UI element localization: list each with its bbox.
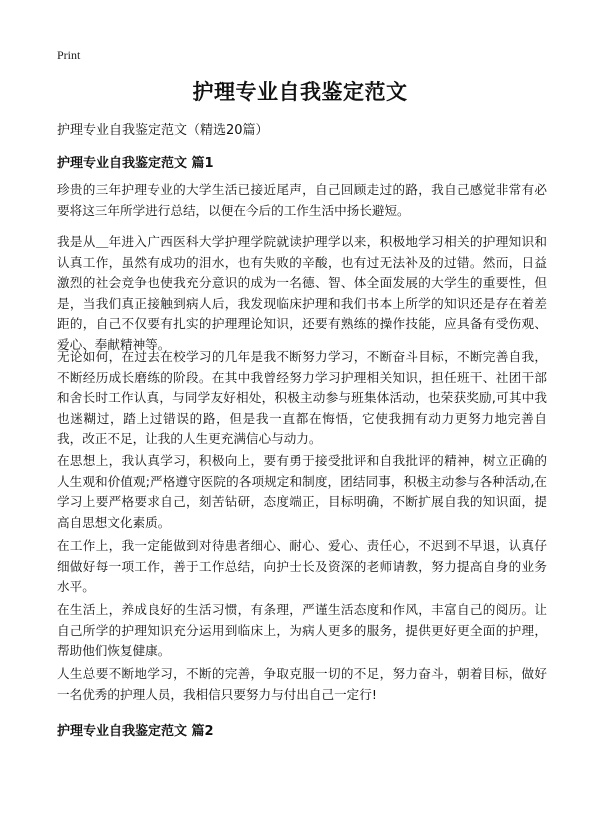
paragraph: 我是从＿年进入广西医科大学护理学院就读护理学以来，积极地学习相关的护理知识和认真工作，虽然有成功的泪水，也有失败的辛酸，也有过无法补及的过错。然而，日益激烈的社会竞争也使我充分意识的成为一名德、智、体全面发展的大学生的重要性，但是，当我们真正接触到病人后，我发现临床护理和我们书本上所学的知识还是存在着差距的，自己不仅要有扎实的护理理论知识，还要有熟练的操作技能，应具备有受伤观、爱心、奉献精神等。 xyxy=(57,234,547,352)
paragraph: 人生总要不断地学习，不断的完善，争取克服一切的不足，努力奋斗，朝着目标，做好一名优秀的护理人员，我相信只要努力与付出自己一定行! xyxy=(57,666,547,702)
paragraph: 在思想上，我认真学习，积极向上，要有勇于接受批评和自我批评的精神，树立正确的人生观和价值观;严格遵守医院的各项规定和制度，团结同事，积极主动参与各种活动,在学习上要严格要求自己，刻苦钻研，态度端正，目标明确，不断扩展自我的知识面，提高自思想文化素质。 xyxy=(57,453,547,530)
paragraph: 无论如何，在过去在校学习的几年是我不断努力学习，不断奋斗目标，不断完善自我，不断经历成长磨练的阶段。在其中我曾经努力学习护理相关知识，担任班干、社团干部和舍长时工作认真，与同学友好相处，积极主动参与班集体活动，也荣获奖励,可其中我也迷糊过，踏上过错误的路，但是我一直都在悔悟，它使我拥有动力更努力地完善自我，改正不足，让我的人生更充满信心与动力。 xyxy=(57,349,547,446)
paragraph: 珍贵的三年护理专业的大学生活已接近尾声，自己回顾走过的路，我自己感觉非常有必要将这三年所学进行总结，以便在今后的工作生活中扬长避短。 xyxy=(57,182,547,218)
document-subtitle: 护理专业自我鉴定范文（精选20篇） xyxy=(57,123,269,138)
paragraph: 在生活上，养成良好的生活习惯，有条理，严谨生活态度和作风，丰富自己的阅历。让自己所学的护理知识充分运用到临床上，为病人更多的服务，提供更好更全面的护理，帮助他们恢复健康。 xyxy=(57,602,547,658)
section-heading-1: 护理专业自我鉴定范文 篇1 xyxy=(57,156,214,171)
section-heading-2: 护理专业自我鉴定范文 篇2 xyxy=(57,724,214,739)
print-link[interactable]: Print xyxy=(57,48,81,62)
page-title: 护理专业自我鉴定范文 xyxy=(192,80,408,104)
paragraph: 在工作上，我一定能做到对待患者细心、耐心、爱心、责任心，不迟到不早退，认真仔细做好每一项工作，善于工作总结，向护士长及资深的老师请教，努力提高自身的业务水平。 xyxy=(57,538,547,594)
